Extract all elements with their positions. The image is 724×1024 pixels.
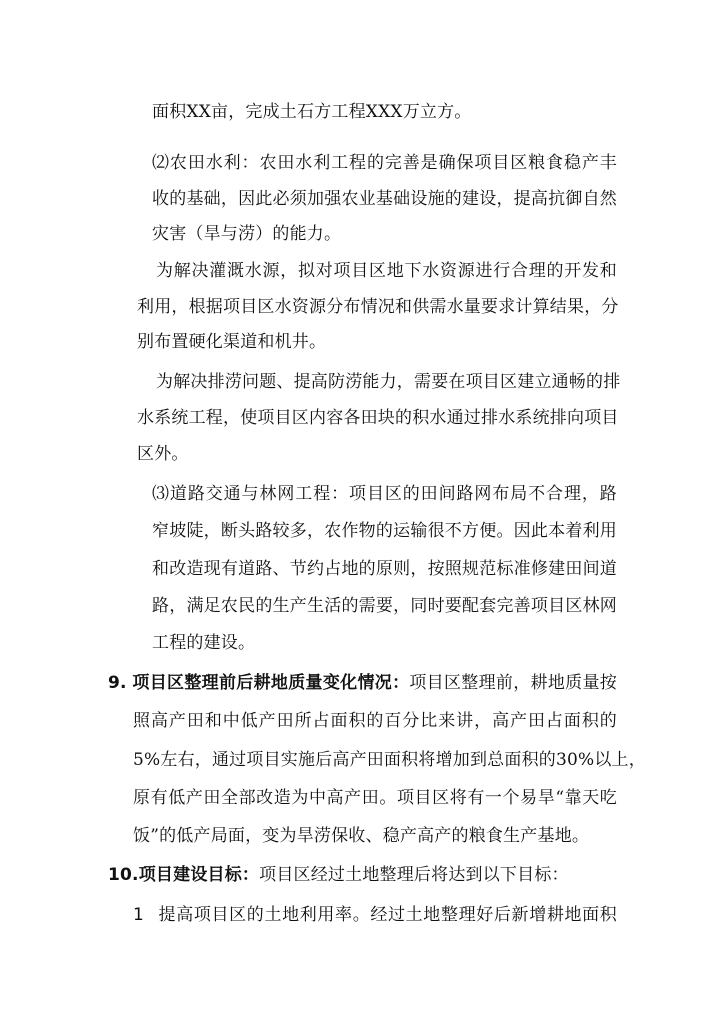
paragraph-line: 和改造现有道路、节约占地的原则，按照规范标准修建田间道 xyxy=(152,559,617,579)
list-number: 1 xyxy=(133,905,145,925)
paragraph-line: 区外。 xyxy=(137,444,189,464)
paragraph-line: 窄坡陡，断头路较多，农作物的运输很不方便。因此本着利用 xyxy=(152,521,617,541)
section-title: 项目建设目标： xyxy=(138,865,260,885)
section-text: 项目区整理前，耕地质量按 xyxy=(409,673,617,693)
paragraph-line: 面积XX亩，完成土石方工程XXX万立方。 xyxy=(152,102,472,122)
paragraph-line: ⑵农田水利：农田水利工程的完善是确保项目区粮食稳产丰 xyxy=(152,153,617,173)
section-heading-line xyxy=(108,864,569,886)
list-text: 提高项目区的土地利用率。经过土地整理好后新增耕地面积 xyxy=(158,905,617,925)
paragraph-line: 照高产田和中低产田所占面积的百分比来讲，高产田占面积的 xyxy=(133,711,617,731)
list-item-line xyxy=(133,904,617,926)
section-text: 项目区经过土地整理后将达到以下目标： xyxy=(259,865,569,885)
paragraph-line: 别布置硬化渠道和机井。 xyxy=(137,332,327,352)
paragraph-line: ⑶道路交通与林网工程：项目区的田间路网布局不合理，路 xyxy=(152,484,617,504)
section-heading-line xyxy=(108,672,617,694)
section-title: 项目区整理前后耕地质量变化情况： xyxy=(132,673,410,693)
paragraph-line: 为解决排涝问题、提高防涝能力，需要在项目区建立通畅的排 xyxy=(156,372,621,392)
paragraph-line: 收的基础，因此必须加强农业基础设施的建设，提高抗御自然 xyxy=(152,189,617,209)
paragraph-line: 工程的建设。 xyxy=(152,633,256,653)
paragraph-line: 饭”的低产局面，变为旱涝保收、稳产高产的粮食生产基地。 xyxy=(133,826,590,846)
paragraph-line: 水系统工程，使项目区内容各田块的积水通过排水系统排向项目 xyxy=(137,408,619,428)
paragraph-line: 原有低产田全部改造为中高产田。项目区将有一个易旱“靠天吃 xyxy=(133,788,617,808)
section-number: 9. xyxy=(108,673,127,693)
paragraph-line: 路，满足农民的生产生活的需要，同时要配套完善项目区林网 xyxy=(152,596,617,616)
paragraph-line: 利用，根据项目区水资源分布情况和供需水量要求计算结果，分 xyxy=(137,297,619,317)
paragraph-line: 为解决灌溉水源，拟对项目区地下水资源进行合理的开发和 xyxy=(156,261,617,281)
paragraph-line: 灾害（旱与涝）的能力。 xyxy=(152,224,342,244)
section-number: 10. xyxy=(108,865,139,885)
paragraph-line: 5%左右，通过项目实施后高产田面积将增加到总面积的30%以上， xyxy=(133,750,646,770)
